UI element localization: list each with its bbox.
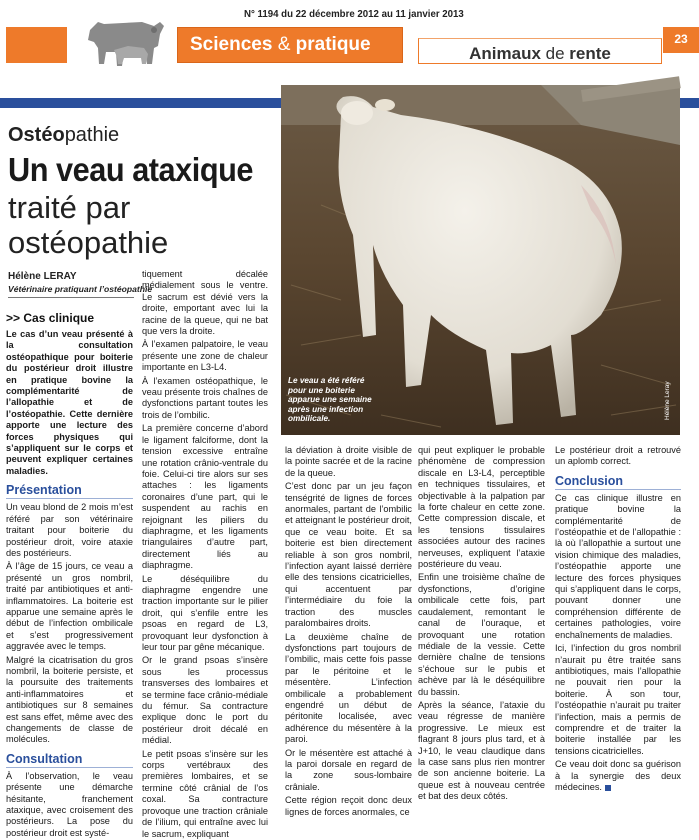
paragraph: À l’examen palpatoire, le veau présente une zone de chaleur importante en L3-L4. [142,339,268,373]
photo-credit: Hélène Leray [664,381,671,420]
end-of-article-icon [605,785,611,791]
kicker-rest: pathie [64,124,120,146]
paragraph: la déviation à droite visible de la pointe sacrée et de la racine de la queue. [285,445,412,478]
farm-animals-icon [84,12,166,72]
paragraph: C’est donc par un jeu façon tenségrité de lignes de forces anormales, partant de l’ombilic et atteignant le postérieur droit, que ce veau boite. Et sa boiterie est bien directement reliable à son gros nombril, l’infection ayant laissé derrière elle des tensions cicatricielles, qui accentuent par l’intermédiaire du foie la traction des muscles paralombaires droits. [285,481,412,629]
paragraph: Le postérieur droit a retrouvé un aplomb correct. [555,445,681,467]
paragraph: Après la séance, l’ataxie du veau régresse de manière progressive. Le mieux est flagrant 8 jours plus tard, et à J+10, le veau claudique dans la case sans plus rien montrer de son ancienne boiterie. La queue est à nouveau centrée et bat des deux côtés. [418,699,545,802]
paragraph [555,759,681,793]
rubric-banner [177,27,403,63]
paragraph: Or le grand psoas s’insère sous les processus transverses des lombaires et se termine face crânio-médiale du fémur. Sa contracture explique donc le port du postérieur droit décalé en médial. [142,655,268,746]
paragraph: Le petit psoas s’insère sur les corps vertébraux des premières lombaires, et se termine côté crânial de l’os coxal. Sa contracture provoque une traction crâniale de l’ilium, qui entraîne avec lui le sacrum, expliquant [142,748,268,839]
author-name: Hélène LERAY [8,271,77,282]
paragraph: La première concerne d’abord le ligament falciforme, dont la tension excessive entraîne une rotation crânio-ventrale du foie. Celui-ci tire alors sur ses attaches : les ligaments coronaires d’une part, qui le suspendent au rachis en rejoignant les piliers du diaphragme, et les ligaments triangulaires d’autre part, directement liés au diaphragme. [142,423,268,571]
paragraph: qui peut expliquer le probable phénomène de compression discale en L3-L4, perceptible en techniques tissulaires, et objectivable à la palpation par la forte chaleur en cette zone. Cette compression discale, et les tensions tissulaires associées autour des racines nerveuses, expliquent l’ataxie postérieure du veau. [418,445,545,570]
article-kicker [8,124,119,147]
paragraph: Ce cas clinique illustre en pratique bovine la complémentarité de l’ostéopathie et de l’allopathie : là où l’allopathie a surtout une vision chimique des maladies, l’ostéopathie apporte une lecture des forces physiques qui s’appliquent dans le corps, pouvant donner une compréhension différente de certaines pathologies, voire enchaînements de maladies. [555,492,681,640]
photo-caption: Le veau a été référé pour une boiterie apparue une semaine après une infection ombilicale. [288,376,372,424]
rubric-ampersand: & [277,34,291,55]
paragraph: Or le mésentère est attaché à la paroi dorsale en regard de la zone sous-lombaire crâniale. [285,747,412,792]
paragraph: Ici, l’infection du gros nombril n’aurait pu être traitée sans antibiotiques, mais l’allopathie ne pouvait rien pour la boiterie. À son tour, l’ostéopathie n’aurait pu traiter l’infection, mais a permis de comprendre et de traiter la boiterie installée par les tensions cicatricielles. [555,643,681,756]
closing-sentence: Ce veau doit donc sa guérison à la synergie des deux médecines. [555,759,681,792]
article-subtitle-line-1: traité par [8,190,131,225]
section-word-1: Animaux [469,44,541,63]
case-heading: >> Cas clinique [6,311,95,325]
lead-paragraph: Le cas d’un veau présenté à la consultation ostéopathique pour boiterie du postérieur droit illustre en pratique bovine la complémentarité de l’allopathie et de l’ostéopathie. Cette dernière apporte une lecture des forces physiques qui s’appliquent sur le corps et peuvent expliquer certaines maladies. [6,329,133,476]
page-number: 23 [663,27,699,53]
paragraph: tiquement décalée médialement sous le ventre. Le sacrum est dévié vers la droite, emportant avec lui la racine de la queue, qui ne bat que vers la droite. [142,269,268,337]
text-column-3 [285,445,412,817]
text-column-1 [6,305,133,838]
paragraph: La deuxième chaîne de dysfonctions part toujours de l’ombilic, mais cette fois passe par le péritoine et le mésentère. L’infection ombilicale a probablement engendré un début de péritonite localisée, avec adhérence du mésentère à la paroi. [285,631,412,745]
rubric-word-2: pratique [295,34,371,55]
paragraph: Cette région reçoit donc deux lignes de forces anormales, ce [285,795,412,817]
paragraph: Le déséquilibre du diaphragme engendre une traction importante sur le pilier droit, qui s’enfile entre les psoas en regard de L3, provoquant leur dysfonction à leur tour par gêne mécanique. [142,573,268,652]
paragraph: Malgré la cicatrisation du gros nombril, la boiterie persiste, et la poursuite des traitements anti-inflammatoires et antibiotiques sur 8 semaines est sans effet, même avec des changements de classe de molécules. [6,654,133,745]
text-column-5 [555,445,681,792]
conclusion-heading: Conclusion [555,474,681,490]
presentation-heading: Présentation [6,483,133,499]
rubric-word-1: Sciences [190,34,273,55]
kicker-bold: Ostéo [8,124,65,146]
section-word-3: rente [569,44,611,63]
article-subtitle-line-2: ostéopathie [8,225,169,260]
issue-line: N° 1194 du 22 décembre 2012 au 11 janvier 2013 [244,8,464,20]
paragraph: Enfin une troisième chaîne de dysfonctions, d’origine ombilicale cette fois, part caudalement, remontant le canal de l’ouraque, et provoquant une rotation médiale de la vessie. Cette dernière chaîne de tensions s’échoue sur le pubis et achève par là le déséquilibre du bassin. [418,572,545,697]
section-box [418,38,662,64]
paragraph: À l’âge de 15 jours, ce veau a présenté un gros nombril, traité par antibiotiques et anti-inflammatoires. La boiterie est apparue une semaine après le début de l’infection ombilicale et s’est progressivement aggravée avec le temps. [6,561,133,652]
paragraph: À l’examen ostéopathique, le veau présente trois chaînes de dysfonctions partant toutes les trois de l’ombilic. [142,375,268,420]
text-column-4 [418,445,545,802]
author-role: Vétérinaire pratiquant l’ostéopathie [8,284,134,298]
paragraph: À l’observation, le veau présente une démarche hésitante, franchement ataxique, avec croisement des postérieurs. La pose du postérieur droit est systé- [6,770,133,838]
article-title: Un veau ataxique [8,151,253,188]
text-column-2 [142,269,268,839]
consultation-heading: Consultation [6,752,133,768]
section-word-2: de [545,44,565,63]
paragraph: Un veau blond de 2 mois m’est référé par son vétérinaire traitant pour boiterie du postérieur droit, voire ataxie des postérieurs. [6,502,133,558]
header-orange-tab [6,27,67,63]
